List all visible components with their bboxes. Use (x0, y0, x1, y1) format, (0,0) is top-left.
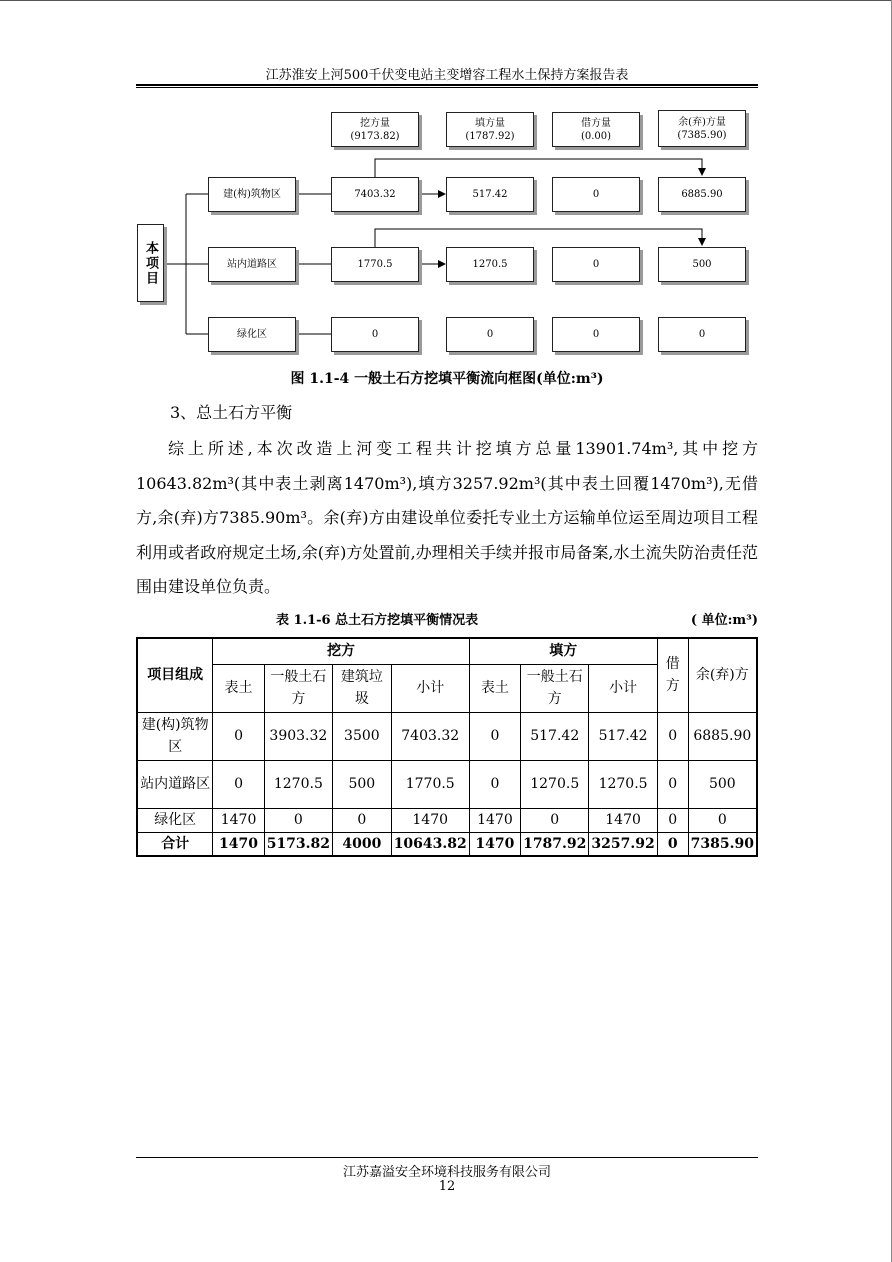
cell: 0 (657, 808, 688, 832)
cell: 0 (333, 808, 392, 832)
cell: 7385.90 (688, 832, 757, 856)
flow-row2-excavation: 1770.5 (331, 247, 419, 282)
summary-text: 综上所述,本次改造上河变工程共计挖填方总量13901.74m³,其中挖方10643.82m³(其中表土剥离1470m³),填方3257.92m³(其中表土回覆1470m³),无借方,余(弃)方7385.90m³。余(弃)方由建设单位委托专业土方运输单位运至周边项目工程利用或者政府规定土场,余(弃)方处置前,办理相关手续并报市局备案,水土流失防治责任范围由建设单位负责。 (136, 439, 758, 596)
flow-header-fill (446, 112, 534, 147)
flow-root-box: 本项目 (137, 224, 164, 302)
flow-header-borrow-value: (0.00) (580, 130, 612, 142)
flow-row1-borrow: 0 (552, 177, 640, 212)
cell: 6885.90 (688, 712, 757, 760)
cell: 1470 (391, 808, 469, 832)
th-fill-general: 一般土石方 (521, 664, 589, 712)
cell: 0 (657, 832, 688, 856)
flow-row3-borrow: 0 (552, 317, 640, 352)
flow-header-fill-label: 填方量 (475, 117, 505, 129)
flow-row3-surplus: 0 (658, 317, 746, 352)
cell: 500 (688, 760, 757, 808)
flow-header-excavation-value: (9173.82) (350, 130, 400, 142)
flow-header-surplus-label: 余(弃)方量 (678, 116, 726, 128)
flow-header-excavation-label: 挖方量 (360, 117, 390, 129)
cell: 0 (469, 712, 520, 760)
flow-header-borrow-label: 借方量 (581, 117, 611, 129)
cell: 1787.92 (521, 832, 589, 856)
th-surplus: 余(弃)方 (688, 638, 757, 712)
cell: 1270.5 (264, 760, 332, 808)
cell: 517.42 (589, 712, 657, 760)
flow-row1-fill: 517.42 (446, 177, 534, 212)
flow-row1-excavation: 7403.32 (331, 177, 419, 212)
cell: 0 (688, 808, 757, 832)
cell: 0 (657, 712, 688, 760)
cell: 1270.5 (521, 760, 589, 808)
th-fill-subtotal: 小计 (589, 664, 657, 712)
cell: 0 (264, 808, 332, 832)
row-name: 建(构)筑物区 (137, 712, 213, 760)
table-unit: ( 单位:m³) (690, 613, 758, 628)
th-ex-general: 一般土石方 (264, 664, 332, 712)
cell: 1470 (469, 808, 520, 832)
summary-paragraph (136, 432, 758, 605)
table-row (137, 808, 757, 832)
th-fill-topsoil: 表土 (469, 664, 520, 712)
table-row (137, 712, 757, 760)
cell: 1470 (213, 808, 264, 832)
cell: 5173.82 (264, 832, 332, 856)
cell: 500 (333, 760, 392, 808)
footer-company: 江苏嘉溢安全环境科技服务有限公司 (342, 1165, 551, 1180)
flow-row3-fill: 0 (446, 317, 534, 352)
cell: 10643.82 (391, 832, 469, 856)
cell: 7403.32 (391, 712, 469, 760)
flow-header-surplus (658, 110, 746, 147)
page-number: 12 (438, 1179, 456, 1194)
table-row (137, 760, 757, 808)
flow-row3-excavation: 0 (331, 317, 419, 352)
th-ex-waste: 建筑垃圾 (333, 664, 392, 712)
cell: 1470 (589, 808, 657, 832)
figure-caption: 图 1.1-4 一般土石方挖填平衡流向框图(单位:m³) (290, 371, 604, 387)
table-caption: 表 1.1-6 总土石方挖填平衡情况表 (276, 613, 479, 628)
th-borrow: 借方 (657, 638, 688, 712)
flow-header-surplus-value: (7385.90) (677, 129, 727, 141)
page-header: 江苏淮安上河500千伏变电站主变增容工程水土保持方案报告表 (265, 68, 629, 83)
cell: 3903.32 (264, 712, 332, 760)
flow-area-green: 绿化区 (208, 317, 296, 352)
flow-header-excavation (331, 112, 419, 147)
flow-header-borrow (552, 112, 640, 147)
cell: 0 (657, 760, 688, 808)
cell: 1770.5 (391, 760, 469, 808)
cell: 0 (213, 760, 264, 808)
earthwork-balance-table (136, 637, 758, 857)
th-fill: 填方 (469, 638, 657, 664)
cell: 1470 (469, 832, 520, 856)
cell: 0 (213, 712, 264, 760)
flow-area-building: 建(构)筑物区 (208, 177, 296, 212)
cell: 0 (521, 808, 589, 832)
table-total-row (137, 832, 757, 856)
row-name: 站内道路区 (137, 760, 213, 808)
th-ex-topsoil: 表土 (213, 664, 264, 712)
cell: 517.42 (521, 712, 589, 760)
section-heading: 3、总土石方平衡 (170, 403, 293, 422)
th-project: 项目组成 (137, 638, 213, 712)
th-ex-subtotal: 小计 (391, 664, 469, 712)
flow-row1-surplus: 6885.90 (658, 177, 746, 212)
cell: 1470 (213, 832, 264, 856)
flow-row2-surplus: 500 (658, 247, 746, 282)
row-name: 合计 (137, 832, 213, 856)
flow-row2-fill: 1270.5 (446, 247, 534, 282)
cell: 4000 (333, 832, 392, 856)
cell: 3257.92 (589, 832, 657, 856)
cell: 3500 (333, 712, 392, 760)
cell: 0 (469, 760, 520, 808)
row-name: 绿化区 (137, 808, 213, 832)
flow-header-fill-value: (1787.92) (465, 130, 515, 142)
flow-area-road: 站内道路区 (208, 247, 296, 282)
flow-row2-borrow: 0 (552, 247, 640, 282)
th-excavation: 挖方 (213, 638, 469, 664)
cell: 1270.5 (589, 760, 657, 808)
footer-rule (136, 1157, 758, 1158)
